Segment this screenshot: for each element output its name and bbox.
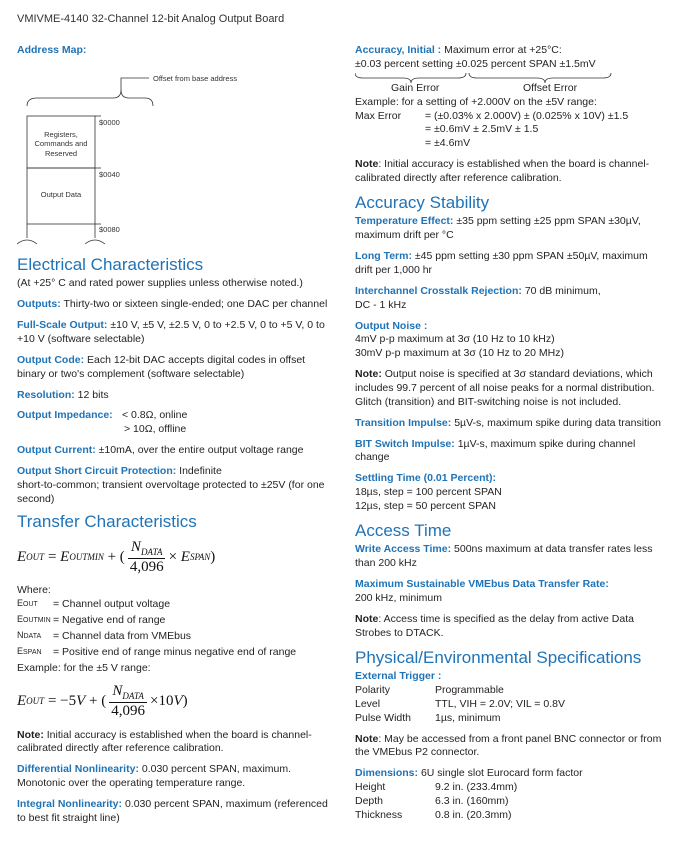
- resolution-text: 12 bits: [77, 388, 109, 401]
- dim-key: Thickness: [355, 808, 403, 821]
- short-text1: Indefinite: [179, 465, 222, 477]
- transition-text: 5µV-s, maximum spike during data transition: [454, 416, 661, 429]
- block-output-data: Output Data: [40, 189, 82, 199]
- trigger-key: Pulse Width: [355, 711, 412, 724]
- noise-label: Output Noise :: [355, 319, 428, 332]
- code-label: Output Code:: [17, 353, 85, 366]
- cross-text1: 70 dB minimum,: [524, 284, 601, 297]
- bit-label: BIT Switch Impulse:: [355, 437, 455, 450]
- code-text: Each 12-bit DAC accepts digital codes in offset binary or two's complement (software selectable): [17, 353, 306, 380]
- left-column: [17, 44, 335, 833]
- max-error-line: = ±4.6mV: [425, 137, 471, 150]
- trigger-value: Programmable: [435, 684, 504, 696]
- dim-row: [355, 795, 665, 809]
- spec-crosstalk: [355, 285, 665, 313]
- max-error-line: = ±0.6mV ± 2.5mV ± 1.5: [425, 123, 539, 136]
- dimensions-table: [355, 781, 665, 823]
- spec-short-circuit: [17, 465, 335, 507]
- address-map-label: Address Map:: [17, 44, 87, 56]
- outputs-label: Outputs:: [17, 298, 61, 311]
- dim-value: 9.2 in. (233.4mm): [435, 781, 518, 794]
- fullscale-text: ±10 V, ±5 V, ±2.5 V, 0 to +2.5 V, 0 to +5 V, 0 to +10 V (software selectable): [17, 319, 325, 345]
- definitions-list: [17, 598, 335, 659]
- def-symbol: [17, 646, 53, 660]
- electrical-heading: Electrical Characteristics: [17, 254, 204, 274]
- dim-label: Dimensions:: [355, 767, 419, 780]
- spec-outputs: [17, 298, 335, 312]
- max-rate-text: 200 kHz, minimum: [355, 592, 442, 605]
- def-sym: E: [17, 598, 24, 609]
- transition-label: Transition Impulse:: [355, 416, 452, 429]
- access-note-label: Note: [355, 612, 379, 625]
- definition-row: [17, 598, 335, 612]
- definition-row: [17, 630, 335, 644]
- write-text: 500ns maximum at data transfer rates less than 200 kHz: [355, 543, 653, 570]
- settling-label: Settling Time (0.01 Percent):: [355, 472, 497, 485]
- def-text: = Negative end of range: [53, 613, 166, 626]
- max-error-block: [355, 110, 665, 152]
- trigger-value: 1µs, minimum: [435, 711, 501, 724]
- spec-output-noise: [355, 320, 665, 362]
- write-label: Write Access Time:: [355, 543, 452, 556]
- trigger-key: Level: [355, 697, 381, 710]
- trigger-row: [355, 684, 665, 698]
- electrical-intro: (At +25° C and rated power supplies unless otherwise noted.): [17, 277, 303, 290]
- where-label: Where:: [17, 584, 51, 597]
- short-text2: short-to-common; transient overvoltage protected to ±25V (for one second): [17, 478, 325, 505]
- max-error-line: = (±0.03% x 2.000V) ± (0.025% x 10V) ±1.5: [425, 109, 629, 122]
- spec-transition: [355, 417, 665, 431]
- right-column: [355, 44, 665, 823]
- gain-error-label: Gain Error: [391, 81, 440, 94]
- block-registers: Registers, Commands and Reserved: [34, 129, 88, 158]
- def-sub: SPAN: [23, 648, 42, 656]
- spec-inl: [17, 798, 335, 826]
- accuracy-note-text: : Initial accuracy is established when the board is channel-calibrated directly after reference calibration.: [355, 158, 650, 185]
- def-sym: E: [17, 613, 24, 624]
- def-text: = Channel output voltage: [53, 598, 171, 611]
- physical-note: [355, 733, 665, 761]
- noise-note-text: Output noise is specified at 3σ standard deviations, which includes 99.7 percent of all noise peaks for a normal distribution. Glitch (transition) and BIT-switching noise is not included.: [355, 368, 655, 408]
- short-label: Output Short Circuit Protection:: [17, 465, 177, 477]
- def-sub: OUT: [23, 601, 38, 609]
- error-braces: [355, 72, 655, 96]
- dnl-label: Differential Nonlinearity:: [17, 763, 139, 776]
- spec-resolution: [17, 389, 335, 403]
- max-error-label: Max Error: [355, 109, 402, 122]
- spec-temp-effect: [355, 215, 665, 243]
- current-text: ±10mA, over the entire output voltage range: [98, 444, 304, 457]
- dim-row: [355, 809, 665, 823]
- spec-max-rate: [355, 578, 665, 606]
- trigger-key: Polarity: [355, 684, 391, 696]
- spec-dimensions: [355, 767, 665, 781]
- max-rate-label: Maximum Sustainable VMEbus Data Transfer Rate:: [355, 578, 609, 591]
- noise-note: [355, 368, 665, 410]
- transfer-note-text: Initial accuracy is established when the board is channel-calibrated directly after reference calibration.: [17, 728, 312, 755]
- spec-write-access: [355, 543, 665, 571]
- temp-text: ±35 ppm setting ±25 ppm SPAN ±30µV, maximum drift per °C: [355, 215, 641, 242]
- def-symbol: [17, 598, 53, 612]
- spec-bit-switch: [355, 438, 665, 466]
- impedance-online: < 0.8Ω, online: [122, 409, 188, 422]
- physical-heading: Physical/Environmental Specifications: [355, 647, 642, 667]
- transfer-heading: Transfer Characteristics: [17, 511, 197, 531]
- transfer-equation: E OUT = E OUTMIN + ( $\frac{N_{DATA}}{4,096}$ × E SPAN ): [17, 539, 216, 576]
- example-label: Example: for the ±5 V range:: [17, 661, 151, 674]
- def-sym: N: [17, 629, 24, 640]
- transfer-note-label: Note:: [17, 728, 44, 741]
- accuracy-note: [355, 158, 665, 186]
- def-sub: OUTMIN: [23, 616, 51, 624]
- outputs-text: Thirty-two or sixteen single-ended; one DAC per channel: [63, 298, 328, 311]
- spec-impedance: [17, 409, 335, 437]
- dnl-text: 0.030 percent SPAN, maximum. Monotonic over the operating temperature range.: [17, 763, 292, 790]
- noise-note-label: Note:: [355, 368, 382, 381]
- inl-text: 0.030 percent SPAN, maximum (referenced to best fit straight line): [17, 798, 328, 824]
- dim-key: Height: [355, 781, 386, 794]
- address-0080: $0080: [99, 224, 120, 234]
- address-0040: $0040: [99, 169, 120, 179]
- definition-row: [17, 646, 335, 660]
- trigger-row: [355, 712, 665, 726]
- def-symbol: [17, 630, 53, 644]
- accuracy-initial: [355, 44, 665, 72]
- impedance-label: Output Impedance:: [17, 409, 113, 422]
- dim-text: 6U single slot Eurocard form factor: [420, 767, 583, 780]
- address-0000: $0000: [99, 117, 120, 127]
- spec-fullscale: [17, 319, 335, 347]
- cross-label: Interchannel Crosstalk Rejection:: [355, 284, 522, 297]
- resolution-label: Resolution:: [17, 388, 75, 401]
- temp-label: Temperature Effect:: [355, 215, 454, 228]
- physical-note-label: Note: [355, 732, 379, 745]
- example-equation: E OUT = −5 V + ( $\frac{N_{DATA}}{4,096}$ ×10 V ): [17, 683, 188, 720]
- noise-line1: 4mV p-p maximum at 3σ (10 Hz to 10 kHz): [355, 333, 555, 346]
- dim-value: 0.8 in. (20.3mm): [435, 808, 512, 821]
- trigger-value: TTL, VIH = 2.0V; VIL = 0.8V: [435, 697, 565, 710]
- transfer-note: [17, 729, 335, 757]
- stability-heading: Accuracy Stability: [355, 192, 490, 212]
- cross-text2: DC - 1 kHz: [355, 298, 407, 311]
- spec-code: [17, 354, 335, 382]
- address-map-diagram: [17, 60, 335, 250]
- trigger-table: [355, 684, 665, 726]
- dim-key: Depth: [355, 795, 384, 808]
- dim-row: [355, 781, 665, 795]
- offset-label: Offset from base address: [153, 73, 238, 83]
- def-sub: DATA: [23, 632, 42, 640]
- max-error-lines: [425, 110, 665, 152]
- physical-note-text: : May be accessed from a front panel BNC connector or from the VMEbus P2 connector.: [355, 732, 662, 759]
- accuracy-label: Accuracy, Initial :: [355, 44, 442, 56]
- def-sym: E: [17, 645, 24, 656]
- access-heading: Access Time: [355, 520, 452, 540]
- long-text: ±45 ppm setting ±30 ppm SPAN ±50µV, maximum drift per 1,000 hr: [355, 250, 648, 276]
- spec-current: [17, 444, 335, 458]
- inl-label: Integral Nonlinearity:: [17, 798, 123, 810]
- spec-dnl: [17, 763, 335, 791]
- access-note-text: : Access time is specified as the delay from active Data Strobes to DTACK.: [355, 612, 634, 639]
- accuracy-text1: Maximum error at +25°C:: [444, 44, 562, 56]
- long-label: Long Term:: [355, 250, 412, 263]
- def-text: = Positive end of range minus negative end of range: [53, 645, 297, 658]
- spec-settling: [355, 472, 665, 514]
- access-note: [355, 613, 665, 641]
- settling-line2: 12µs, step = 50 percent SPAN: [355, 500, 496, 513]
- accuracy-text2: ±0.03 percent setting ±0.025 percent SPAN ±1.5mV: [355, 57, 596, 70]
- page-header: VMIVME-4140 32-Channel 12-bit Analog Output Board: [17, 13, 285, 25]
- offset-error-label: Offset Error: [523, 81, 578, 94]
- settling-line1: 18µs, step = 100 percent SPAN: [355, 486, 502, 499]
- trigger-label: External Trigger :: [355, 670, 442, 683]
- bit-text: 1µV-s, maximum spike during channel change: [355, 437, 636, 464]
- def-symbol: [17, 614, 53, 628]
- fullscale-label: Full-Scale Output:: [17, 319, 108, 332]
- current-label: Output Current:: [17, 444, 96, 457]
- trigger-row: [355, 698, 665, 712]
- accuracy-example: Example: for a setting of +2.000V on the ±5V range:: [355, 95, 597, 108]
- def-text: = Channel data from VMEbus: [53, 629, 192, 642]
- impedance-values: [122, 409, 335, 437]
- impedance-offline: > 10Ω, offline: [124, 423, 187, 436]
- accuracy-note-label: Note: [355, 158, 379, 171]
- spec-long-term: [355, 250, 665, 278]
- definition-row: [17, 614, 335, 628]
- noise-line2: 30mV p-p maximum at 3σ (10 Hz to 20 MHz): [355, 347, 564, 360]
- dim-value: 6.3 in. (160mm): [435, 795, 509, 808]
